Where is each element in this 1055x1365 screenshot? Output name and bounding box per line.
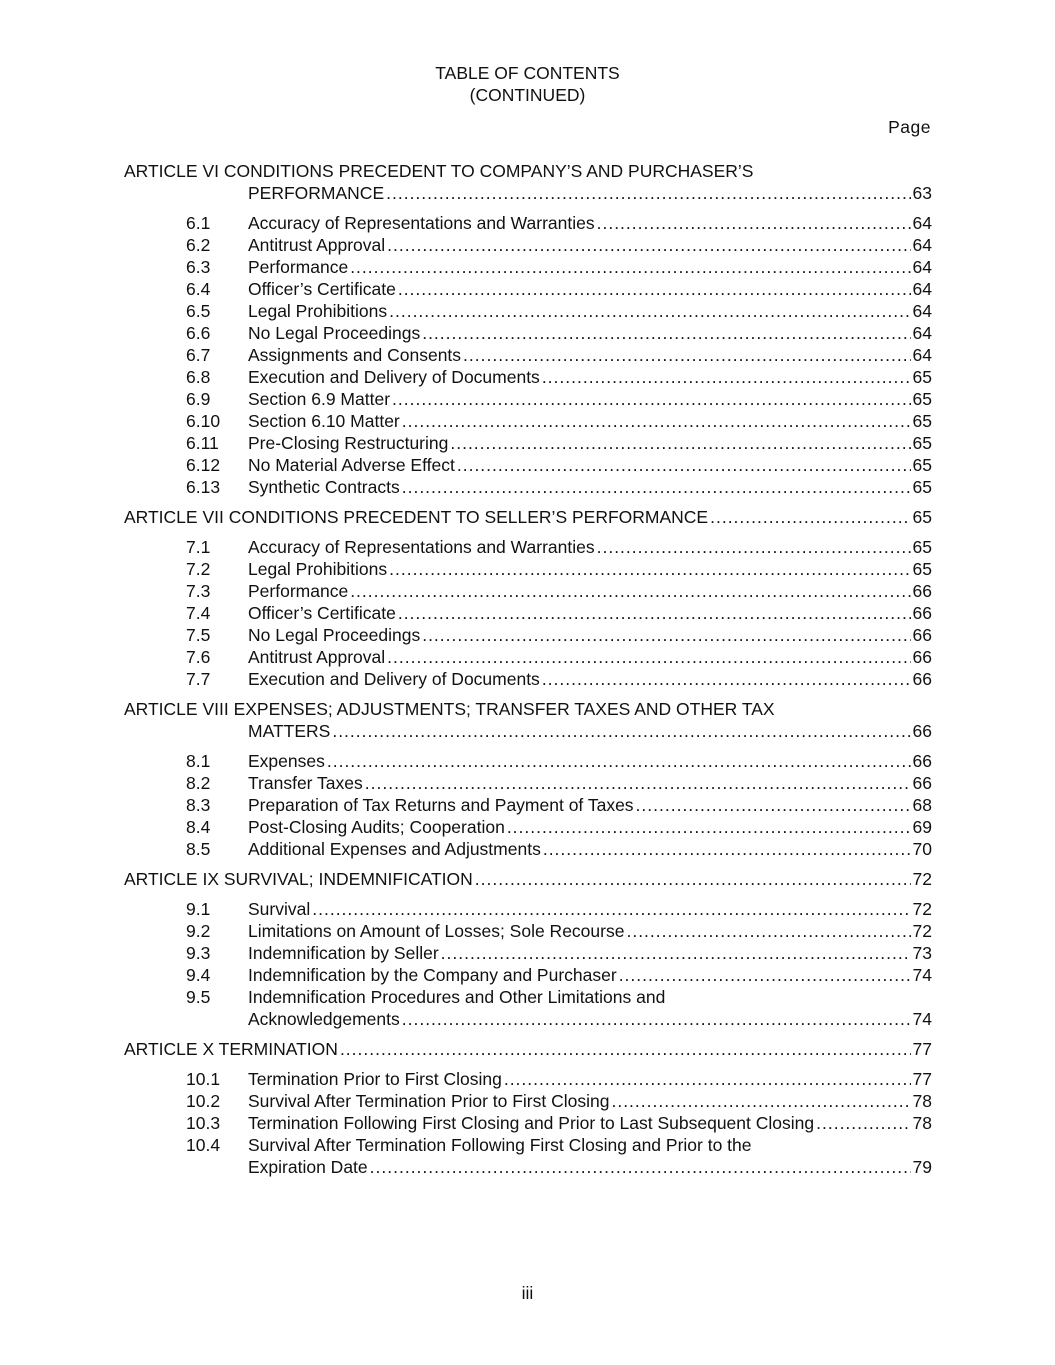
section-body [248,410,932,432]
toc-section [124,558,932,580]
section-number: 6.9 [186,389,211,409]
section-number: 6.5 [186,301,211,321]
section-entry-page: 64 [912,213,932,233]
section-body [248,646,932,668]
section-entry-page: 69 [912,817,932,837]
section-number: 7.5 [186,625,211,645]
section-body [248,624,932,646]
section-entry[interactable] [248,256,932,278]
section-number: 8.2 [186,773,211,793]
section-body [248,986,932,1030]
section-entry-page: 65 [912,389,932,409]
toc-section [124,898,932,920]
toc-article [124,1038,932,1178]
article-sections [124,1068,932,1178]
article-sections [124,750,932,860]
section-body [248,750,932,772]
section-number: 7.3 [186,581,211,601]
section-entry-title: Officer’s Certificate [248,279,396,299]
section-entry[interactable] [248,558,932,580]
section-number: 6.13 [186,477,221,497]
article-heading-line[interactable]: ARTICLE VI CONDITIONS PRECEDENT TO COMPANY’S AND PURCHASER’S [124,161,754,181]
section-entry[interactable] [248,668,932,690]
section-entry-title: Officer’s Certificate [248,603,396,623]
section-entry-title: Survival [248,899,311,919]
dot-leader [340,1038,911,1060]
section-entry-title: Accuracy of Representations and Warranties [248,213,595,233]
dot-leader [450,432,910,454]
dot-leader [543,838,911,860]
dot-leader [619,964,911,986]
section-entry-title: Survival After Termination Prior to First Closing [248,1091,610,1111]
section-body [248,366,932,388]
article-sections [124,536,932,690]
section-body [248,668,932,690]
dot-leader [475,868,911,890]
dot-leader [597,536,911,558]
section-entry-title: Post-Closing Audits; Cooperation [248,817,505,837]
section-entry-page: 65 [912,559,932,579]
toc-section [124,1134,932,1178]
section-number: 6.10 [186,411,221,431]
section-body [248,920,932,942]
section-entry-page: 64 [912,345,932,365]
article-entry-page: 63 [912,183,932,203]
toc-section [124,300,932,322]
section-number: 7.4 [186,603,211,623]
section-number: 10.1 [186,1069,221,1089]
section-entry-page: 66 [912,751,932,771]
dot-leader [389,300,910,322]
section-entry[interactable] [248,964,932,986]
section-entry[interactable] [248,1068,932,1090]
article-entry[interactable] [124,506,932,528]
article-entry-page: 72 [912,869,932,889]
section-entry[interactable] [248,432,932,454]
dot-leader [626,920,910,942]
dot-leader [365,772,911,794]
section-entry-page: 65 [912,455,932,475]
article-entry[interactable] [248,720,932,742]
section-entry-page: 65 [912,367,932,387]
section-number: 6.4 [186,279,211,299]
section-entry[interactable] [248,410,932,432]
page-number: iii [521,1283,534,1303]
toc-section [124,388,932,410]
section-entry-page: 74 [912,1009,932,1029]
section-entry-title: Expiration Date [248,1157,368,1177]
dot-leader [332,720,910,742]
dot-leader [710,506,910,528]
dot-leader [398,602,911,624]
section-entry[interactable] [248,1090,932,1112]
section-entry-page: 66 [912,773,932,793]
dot-leader [611,1090,910,1112]
dot-leader [350,256,910,278]
section-entry[interactable] [248,898,932,920]
section-entry-page: 66 [912,647,932,667]
section-entry-page: 65 [912,537,932,557]
dot-leader [387,646,910,668]
article-entry-page: 65 [912,507,932,527]
section-entry-page: 79 [912,1157,932,1177]
article-entry-title: MATTERS [248,721,331,741]
section-entry[interactable] [248,300,932,322]
toc-section [124,838,932,860]
toc-section [124,986,932,1030]
section-entry-page: 68 [912,795,932,815]
section-entry-title: Acknowledgements [248,1009,400,1029]
toc-subtitle: (CONTINUED) [469,85,586,105]
article-entry-title: PERFORMANCE [248,183,385,203]
article-entry-title: ARTICLE VII CONDITIONS PRECEDENT TO SELLER’S PERFORMANCE [124,507,709,527]
section-number: 7.6 [186,647,211,667]
section-body [248,1090,932,1112]
section-entry-page: 65 [912,411,932,431]
toc-section [124,816,932,838]
toc-section [124,212,932,234]
section-entry-page: 64 [912,301,932,321]
toc-section [124,580,932,602]
toc-section [124,454,932,476]
section-entry[interactable] [248,322,932,344]
section-number: 6.8 [186,367,211,387]
dot-leader [312,898,910,920]
section-number: 7.1 [186,537,211,557]
section-body [248,432,932,454]
section-title-line[interactable]: Survival After Termination Following First Closing and Prior to the [248,1135,752,1155]
section-number: 7.2 [186,559,211,579]
toc-heading [0,62,1055,106]
section-body [248,580,932,602]
section-entry-title: Limitations on Amount of Losses; Sole Recourse [248,921,625,941]
dot-leader [636,794,911,816]
toc-section [124,794,932,816]
section-entry-page: 72 [912,921,932,941]
section-entry-title: Antitrust Approval [248,235,386,255]
section-entry[interactable] [248,838,932,860]
section-body [248,256,932,278]
toc-section [124,476,932,498]
section-entry-title: Antitrust Approval [248,647,386,667]
section-number: 6.2 [186,235,211,255]
section-entry-page: 65 [912,477,932,497]
page-column-label: Page [888,117,931,137]
section-entry[interactable] [248,942,932,964]
section-entry-page: 78 [912,1113,932,1133]
dot-leader [402,1008,911,1030]
section-entry[interactable] [248,816,932,838]
section-entry[interactable] [248,536,932,558]
section-body [248,794,932,816]
section-entry[interactable] [248,580,932,602]
section-body [248,212,932,234]
section-number: 7.7 [186,669,211,689]
section-number: 6.11 [186,433,219,453]
section-entry-page: 73 [912,943,932,963]
toc-section [124,602,932,624]
section-entry[interactable] [248,624,932,646]
section-entry[interactable] [248,602,932,624]
toc-section [124,1112,932,1134]
section-entry[interactable] [248,366,932,388]
section-entry[interactable] [248,278,932,300]
dot-leader [816,1112,910,1134]
dot-leader [398,278,911,300]
dot-leader [542,668,911,690]
section-entry-page: 65 [912,433,932,453]
dot-leader [402,476,911,498]
section-body [248,344,932,366]
article-entry[interactable] [124,868,932,890]
toc-section [124,920,932,942]
article-entry-page: 66 [912,721,932,741]
toc-section [124,772,932,794]
section-entry-title: Performance [248,257,349,277]
section-number: 8.5 [186,839,211,859]
section-entry-title: Legal Prohibitions [248,559,388,579]
article-sections [124,212,932,498]
section-body [248,476,932,498]
toc-article [124,506,932,690]
section-entry-title: Expenses [248,751,325,771]
dot-leader [457,454,911,476]
section-entry[interactable] [248,388,932,410]
dot-leader [386,182,910,204]
toc-title: TABLE OF CONTENTS [435,63,620,83]
section-number: 6.1 [186,213,211,233]
section-entry-page: 64 [912,257,932,277]
section-number: 9.3 [186,943,211,963]
section-body [248,278,932,300]
section-body [248,558,932,580]
toc-section [124,410,932,432]
section-number: 6.7 [186,345,211,365]
section-entry[interactable] [248,920,932,942]
section-body [248,454,932,476]
section-entry-title: Termination Prior to First Closing [248,1069,502,1089]
dot-leader [327,750,911,772]
section-entry[interactable] [248,772,932,794]
section-entry[interactable] [248,476,932,498]
section-body [248,536,932,558]
section-body [248,1112,932,1134]
section-number: 9.1 [186,899,211,919]
toc-section [124,1090,932,1112]
section-body [248,838,932,860]
toc-article [124,698,932,860]
dot-leader [387,234,910,256]
section-entry[interactable] [248,344,932,366]
section-number: 9.4 [186,965,211,985]
article-heading-cont [124,720,932,742]
section-entry-page: 64 [912,235,932,255]
section-entry[interactable] [248,212,932,234]
section-entry-title: Termination Following First Closing and Prior to Last Subsequent Closing [248,1113,815,1133]
dot-leader [402,410,911,432]
section-entry-title: Execution and Delivery of Documents [248,367,540,387]
section-entry-title: Synthetic Contracts [248,477,400,497]
toc-section [124,344,932,366]
section-body [248,942,932,964]
toc-section [124,322,932,344]
section-number: 6.12 [186,455,221,475]
section-entry-title: No Legal Proceedings [248,625,421,645]
toc-section [124,750,932,772]
section-entry-title: Indemnification by Seller [248,943,439,963]
dot-leader [504,1068,911,1090]
section-number: 8.3 [186,795,211,815]
toc-section [124,234,932,256]
section-entry-title: Section 6.10 Matter [248,411,400,431]
section-body [248,772,932,794]
section-entry-title: Assignments and Consents [248,345,462,365]
section-entry[interactable] [248,750,932,772]
section-entry-page: 70 [912,839,932,859]
article-entry-title: ARTICLE IX SURVIVAL; INDEMNIFICATION [124,869,473,889]
toc-section [124,366,932,388]
section-number: 8.4 [186,817,211,837]
section-number: 6.3 [186,257,211,277]
dot-leader [422,624,910,646]
section-entry-title: Preparation of Tax Returns and Payment of Taxes [248,795,634,815]
toc-section [124,536,932,558]
section-entry-page: 66 [912,669,932,689]
section-title-line[interactable]: Indemnification Procedures and Other Limitations and [248,987,666,1007]
toc-article [124,160,932,498]
section-body [248,234,932,256]
section-entry-title: No Material Adverse Effect [248,455,455,475]
section-entry-title: Indemnification by the Company and Purchaser [248,965,617,985]
section-entry-page: 74 [912,965,932,985]
table-of-contents [124,160,932,1178]
toc-section [124,668,932,690]
section-entry-page: 72 [912,899,932,919]
section-entry-page: 77 [912,1069,932,1089]
dot-leader [441,942,911,964]
toc-section [124,964,932,986]
section-number: 10.4 [186,1135,221,1155]
article-entry[interactable] [124,1038,932,1060]
section-number: 6.6 [186,323,211,343]
section-entry[interactable] [248,1008,932,1030]
section-entry-page: 64 [912,279,932,299]
dot-leader [392,388,911,410]
section-entry-title: Additional Expenses and Adjustments [248,839,541,859]
toc-section [124,942,932,964]
toc-section [124,278,932,300]
section-entry[interactable] [248,646,932,668]
article-heading-line[interactable]: ARTICLE VIII EXPENSES; ADJUSTMENTS; TRANSFER TAXES AND OTHER TAX [124,699,775,719]
toc-article [124,868,932,1030]
article-entry-page: 77 [912,1039,932,1059]
section-entry[interactable] [248,1112,932,1134]
section-body [248,1134,932,1178]
section-body [248,816,932,838]
dot-leader [597,212,911,234]
section-entry-page: 66 [912,581,932,601]
toc-section [124,1068,932,1090]
section-entry-page: 66 [912,625,932,645]
section-entry-title: Transfer Taxes [248,773,363,793]
section-entry-title: Section 6.9 Matter [248,389,391,409]
dot-leader [370,1156,911,1178]
toc-section [124,256,932,278]
toc-section [124,646,932,668]
section-body [248,898,932,920]
section-entry-title: No Legal Proceedings [248,323,421,343]
section-entry-title: Pre-Closing Restructuring [248,433,449,453]
toc-section [124,624,932,646]
section-entry[interactable] [248,1156,932,1178]
section-entry[interactable] [248,234,932,256]
section-entry-page: 64 [912,323,932,343]
article-heading-cont [124,182,932,204]
dot-leader [463,344,910,366]
toc-section [124,432,932,454]
section-body [248,964,932,986]
section-body [248,1068,932,1090]
section-body [248,322,932,344]
section-body [248,300,932,322]
article-sections [124,898,932,1030]
section-body [248,388,932,410]
section-entry-title: Execution and Delivery of Documents [248,669,540,689]
section-body [248,602,932,624]
section-number: 10.3 [186,1113,221,1133]
section-number: 10.2 [186,1091,221,1111]
section-entry-page: 66 [912,603,932,623]
section-entry-title: Accuracy of Representations and Warranties [248,537,595,557]
article-entry-title: ARTICLE X TERMINATION [124,1039,338,1059]
dot-leader [422,322,910,344]
section-entry-page: 78 [912,1091,932,1111]
article-entry[interactable] [248,182,932,204]
dot-leader [389,558,910,580]
section-number: 9.5 [186,987,211,1007]
dot-leader [507,816,911,838]
dot-leader [350,580,910,602]
section-entry[interactable] [248,454,932,476]
section-number: 8.1 [186,751,211,771]
section-entry-title: Legal Prohibitions [248,301,388,321]
section-entry[interactable] [248,794,932,816]
section-entry-title: Performance [248,581,349,601]
section-number: 9.2 [186,921,211,941]
dot-leader [542,366,911,388]
